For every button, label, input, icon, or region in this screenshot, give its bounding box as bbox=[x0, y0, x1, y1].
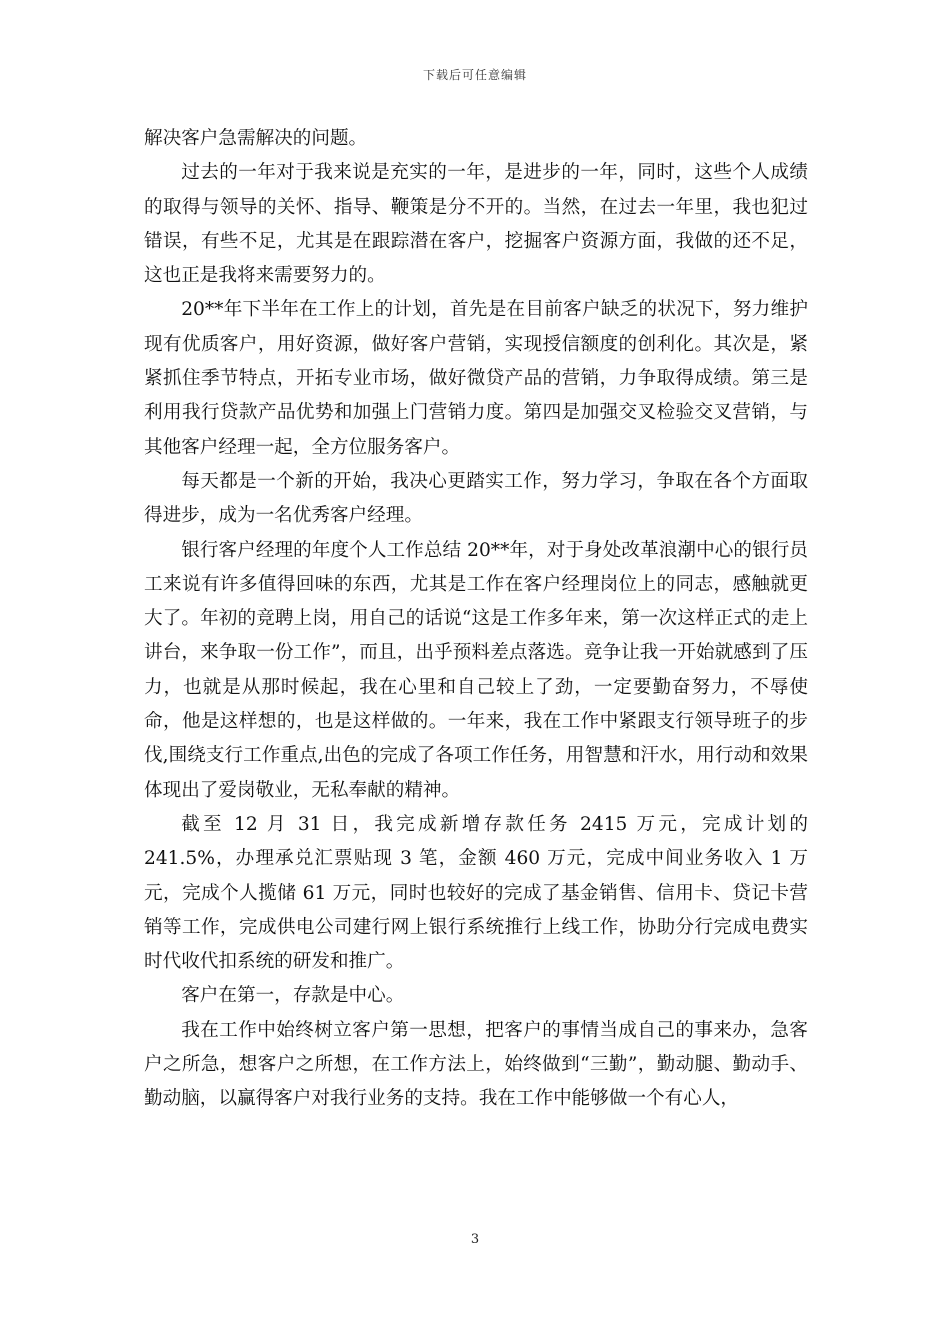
paragraph: 我在工作中始终树立客户第一思想，把客户的事情当成自己的事来办，急客户之所急，想客户之所想，在工作方法上，始终做到“三勤”，勤动腿、勤动手、勤动脑，以赢得客户对我行业务的支持。我在工作中能够做一个有心人， bbox=[144, 1019, 808, 1110]
paragraph: 银行客户经理的年度个人工作总结 20**年，对于身处改革浪潮中心的银行员工来说有许多值得回味的东西，尤其是工作在客户经理岗位上的同志，感触就更大了。年初的竞聘上岗，用自己的话说“这是工作多年来，第一次这样正式的走上讲台，来争取一份工作”，而且，出乎预料差点落选。竞争让我一开始就感到了压力，也就是从那时候起，我在心里和自己较上了劲，一定要勤奋努力，不辱使命，他是这样想的，也是这样做的。一年来，我在工作中紧跟支行领导班子的步伐,围绕支行工作重点,出色的完成了各项工作任务，用智慧和汗水，用行动和效果体现出了爱岗敬业，无私奉献的精神。 bbox=[144, 539, 808, 801]
document-body bbox=[144, 122, 808, 1117]
page-number: 3 bbox=[470, 1232, 480, 1247]
paragraph: 截至 12 月 31 日，我完成新增存款任务 2415 万元，完成计划的 241.5%，办理承兑汇票贴现 3 笔，金额 460 万元，完成中间业务收入 1 万元，完成个人揽储 61 万元，同时也较好的完成了基金销售、信用卡、贷记卡营销等工作，完成供电公司建行网上银行系统推行上线工作，协助分行完成电费实时代收代扣系统的研发和推广。 bbox=[144, 813, 808, 973]
page-header: 下载后可任意编辑 bbox=[422, 68, 527, 82]
paragraph-continuation: 解决客户急需解决的问题。 bbox=[144, 128, 368, 149]
paragraph: 客户在第一，存款是中心。 bbox=[181, 985, 405, 1007]
paragraph: 20**年下半年在工作上的计划，首先是在目前客户缺乏的状况下，努力维护现有优质客户，用好资源，做好客户营销，实现授信额度的创利化。其次是，紧紧抓住季节特点，开拓专业市场，做好微贷产品的营销，力争取得成绩。第三是利用我行贷款产品优势和加强上门营销力度。第四是加强交叉检验交叉营销，与其他客户经理一起，全方位服务客户。 bbox=[144, 299, 808, 458]
paragraph: 每天都是一个新的开始，我决心更踏实工作，努力学习，争取在各个方面取得进步，成为一名优秀客户经理。 bbox=[144, 470, 808, 527]
paragraph: 过去的一年对于我来说是充实的一年，是进步的一年，同时，这些个人成绩的取得与领导的关怀、指导、鞭策是分不开的。当然，在过去一年里，我也犯过错误，有些不足，尤其是在跟踪潜在客户，挖掘客户资源方面，我做的还不足，这也正是我将来需要努力的。 bbox=[144, 162, 808, 287]
